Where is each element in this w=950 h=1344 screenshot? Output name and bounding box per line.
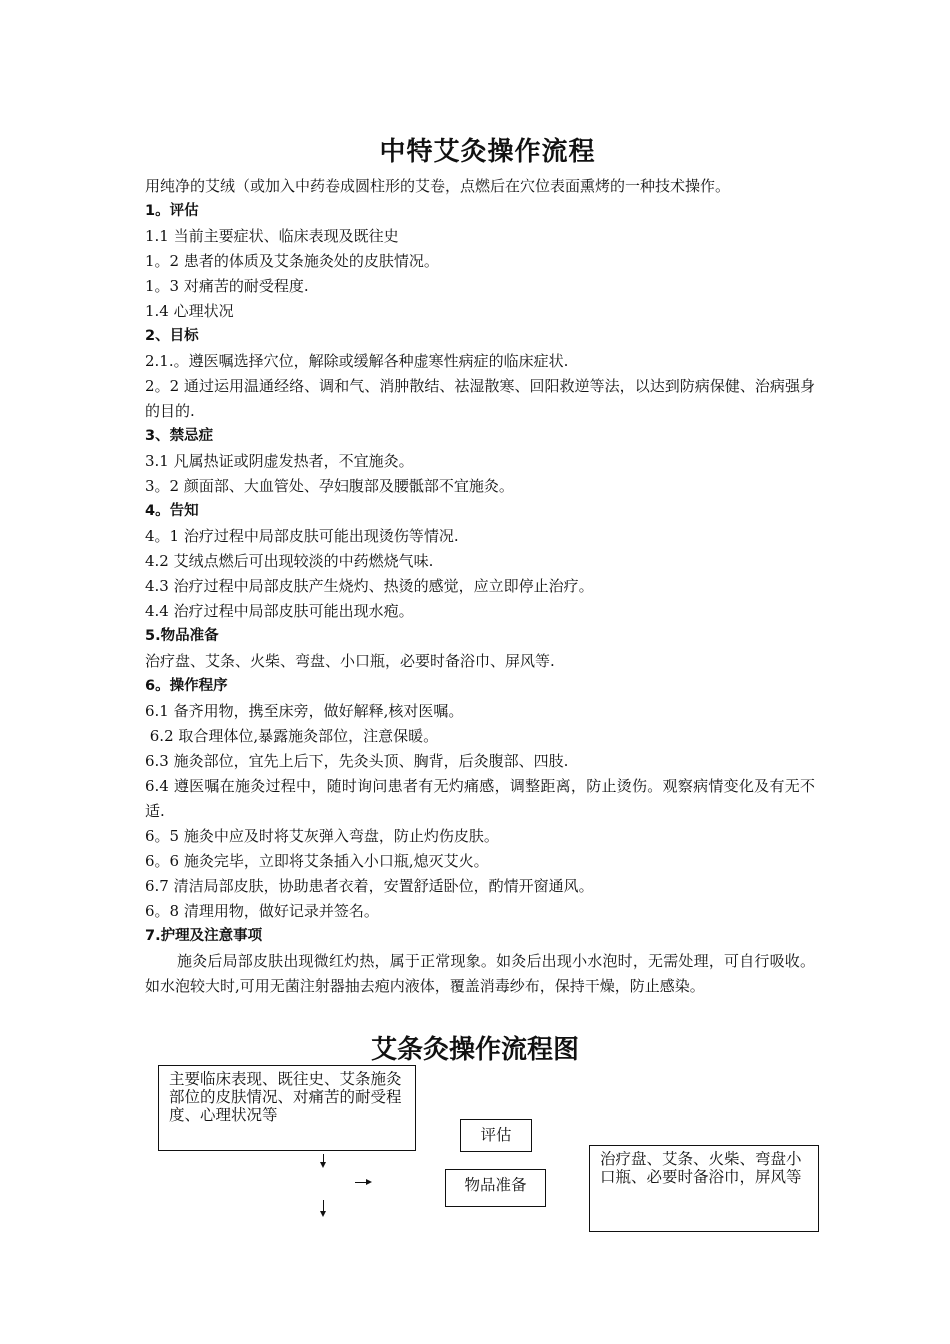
flowchart-title: 艾条灸操作流程图 (370, 1035, 579, 1065)
list-item: 3.1 凡属热证或阴虚发热者，不宜施灸。 (145, 452, 414, 470)
nursing-paragraph: 施灸后局部皮肤出现微红灼热，属于正常现象。如灸后出现小水泡时，无需处理，可自行吸收。如水泡较大时,可用无菌注射器抽去疱内液体，覆盖消毒纱布，保持干燥，防止感染。 (145, 952, 815, 995)
list-item: 1。3 对痛苦的耐受程度. (145, 277, 309, 295)
section-heading-notice: 4。告知 (145, 503, 199, 519)
list-item: 1。2 患者的体质及艾条施灸处的皮肤情况。 (145, 252, 439, 270)
section-heading-nursing: 7.护理及注意事项 (145, 928, 263, 944)
flowchart-box-assessment: 评估 (460, 1119, 532, 1152)
list-item: 3。2 颜面部、大血管处、孕妇腹部及腰骶部不宜施灸。 (145, 477, 514, 495)
list-item: 4.2 艾绒点燃后可出现较淡的中药燃烧气味. (145, 552, 434, 570)
section-heading-contraindications: 3、禁忌症 (145, 428, 214, 444)
list-item: 6。6 施灸完毕，立即将艾条插入小口瓶,熄灭艾火。 (145, 852, 489, 870)
section-heading-supplies: 5.物品准备 (145, 628, 219, 644)
list-item: 6.1 备齐用物，携至床旁，做好解释,核对医嘱。 (145, 702, 464, 720)
list-item: 1.4 心理状况 (145, 302, 234, 320)
flowchart-box-supplies: 物品准备 (445, 1169, 546, 1207)
flow-arrow-down (323, 1200, 324, 1212)
intro-paragraph: 用纯净的艾绒（或加入中药卷成圆柱形的艾卷，点燃后在穴位表面熏烤的一种技术操作。 (145, 177, 731, 195)
list-item: 治疗盘、艾条、火柴、弯盘、小口瓶，必要时备浴巾、屏风等. (145, 652, 555, 670)
list-item: 4.4 治疗过程中局部皮肤可能出现水疱。 (145, 602, 414, 620)
list-item: 6。8 清理用物，做好记录并签名。 (145, 902, 379, 920)
flow-arrow-down (323, 1154, 324, 1163)
section-heading-goals: 2、目标 (145, 328, 199, 344)
list-item: 6.7 清洁局部皮肤，协助患者衣着，安置舒适卧位，酌情开窗通风。 (145, 877, 594, 895)
list-item: 4。1 治疗过程中局部皮肤可能出现烫伤等情况. (145, 527, 459, 545)
list-item: 6。5 施灸中应及时将艾灰弹入弯盘，防止灼伤皮肤。 (145, 827, 499, 845)
list-item: 6.4 遵医嘱在施灸过程中，随时询问患者有无灼痛感，调整距离，防止烫伤。观察病情变化及有无不适. (145, 777, 815, 820)
list-item: 2.1.。遵医嘱选择穴位，解除或缓解各种虚寒性病症的临床症状. (145, 352, 569, 370)
flow-arrow-right (355, 1182, 367, 1183)
section-heading-assessment: 1。评估 (145, 203, 199, 219)
list-item: 2。2 通过运用温通经络、调和气、消肿散结、祛湿散寒、回阳救逆等法，以达到防病保健、治病强身的目的. (145, 377, 815, 420)
list-item: 1.1 当前主要症状、临床表现及既往史 (145, 227, 399, 245)
flowchart-box-assessment-detail: 主要临床表现、既往史、艾条施灸部位的皮肤情况、对痛苦的耐受程度、心理状况等 (158, 1065, 416, 1151)
list-item: 6.2 取合理体位,暴露施灸部位，注意保暖。 (145, 727, 439, 745)
list-item: 4.3 治疗过程中局部皮肤产生烧灼、热烫的感觉，应立即停止治疗。 (145, 577, 594, 595)
list-item: 6.3 施灸部位，宜先上后下，先灸头顶、胸背，后灸腹部、四肢. (145, 752, 569, 770)
section-heading-procedure: 6。操作程序 (145, 678, 228, 694)
flowchart-box-supplies-detail: 治疗盘、艾条、火柴、弯盘小口瓶、必要时备浴巾，屏风等 (589, 1145, 819, 1232)
document-title: 中特艾灸操作流程 (379, 137, 596, 167)
